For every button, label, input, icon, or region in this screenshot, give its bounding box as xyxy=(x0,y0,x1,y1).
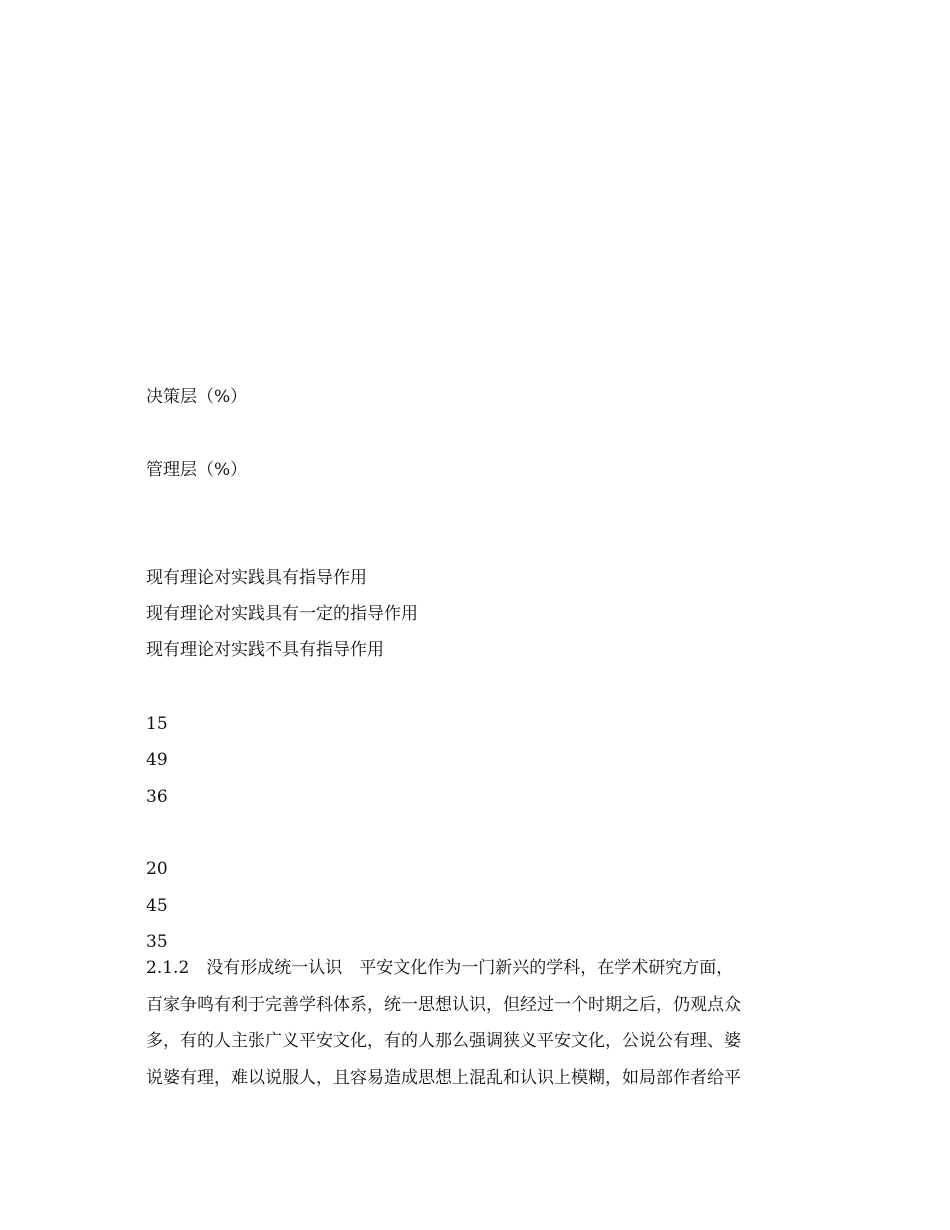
row-header-decision: 决策层（%） xyxy=(146,387,248,407)
body-text-line: 说婆有理，难以说服人，且容易造成思想上混乱和认识上模糊，如局部作者给平 xyxy=(146,1068,741,1088)
option-item: 现有理论对实践具有指导作用 xyxy=(146,568,367,588)
row-header-management: 管理层（%） xyxy=(146,460,248,480)
body-text-line: 2.1.2 没有形成统一认识 平安文化作为一门新兴的学科，在学术研究方面， xyxy=(146,958,734,978)
body-text-line: 百家争鸣有利于完善学科体系，统一思想认识，但经过一个时期之后，仍观点众 xyxy=(146,995,741,1015)
decision-value: 36 xyxy=(146,787,168,807)
body-text-line: 多，有的人主张广义平安文化，有的人那么强调狭义平安文化，公说公有理、婆 xyxy=(146,1031,741,1051)
option-item: 现有理论对实践不具有指导作用 xyxy=(146,640,384,660)
management-value: 20 xyxy=(146,859,168,879)
management-value: 45 xyxy=(146,896,168,916)
management-value: 35 xyxy=(146,932,168,952)
decision-value: 15 xyxy=(146,714,168,734)
decision-value: 49 xyxy=(146,750,168,770)
option-item: 现有理论对实践具有一定的指导作用 xyxy=(146,604,418,624)
